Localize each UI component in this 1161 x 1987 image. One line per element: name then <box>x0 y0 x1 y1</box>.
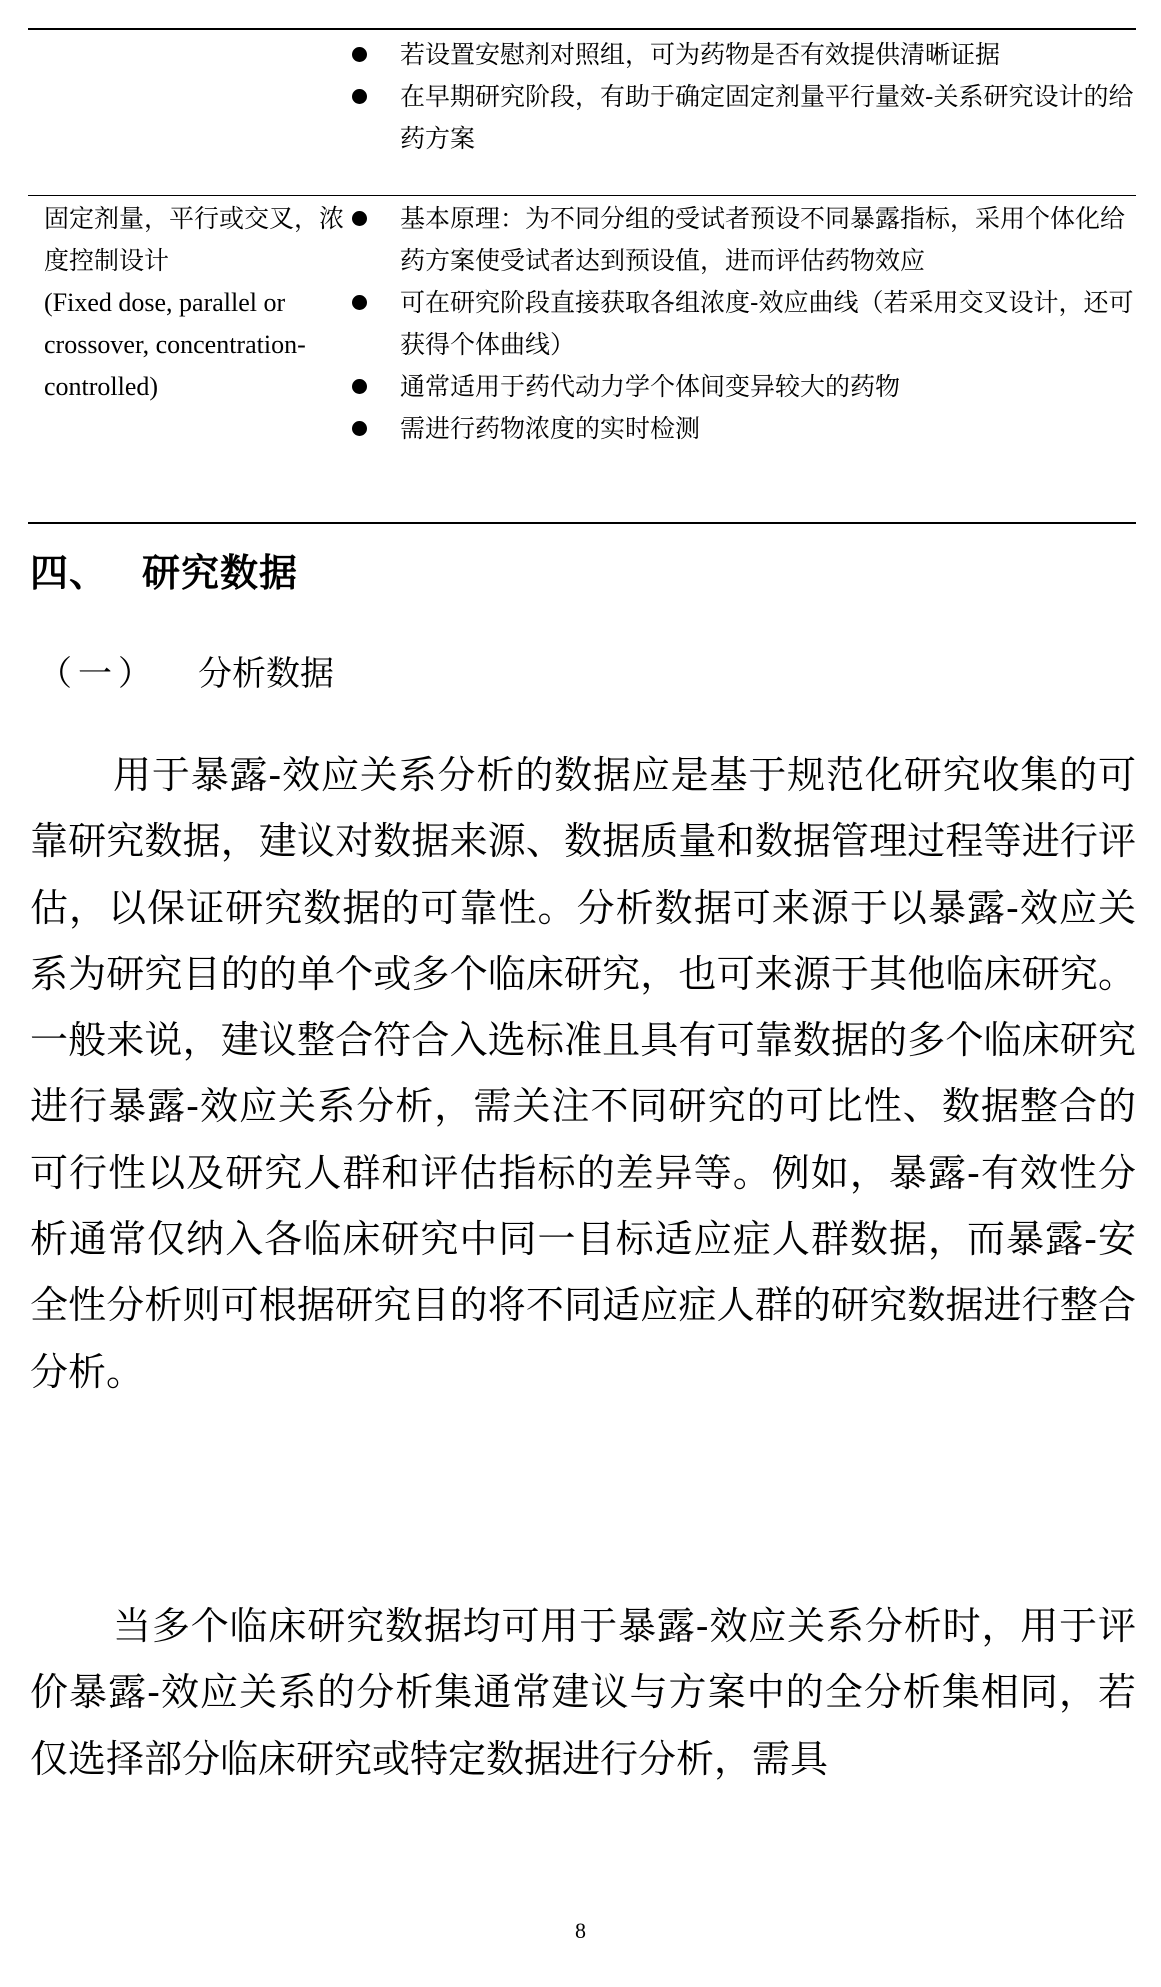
list-item: 基本原理：为不同分组的受试者预设不同暴露指标，采用个体化给药方案使受试者达到预设值，进而评估药物效应 <box>348 198 1138 282</box>
subsection-heading <box>38 648 334 700</box>
list-item: 需进行药物浓度的实时检测 <box>348 408 1138 450</box>
list-item: 在早期研究阶段，有助于确定固定剂量平行量效-关系研究设计的给药方案 <box>348 76 1138 160</box>
subsection-number: （一） <box>38 654 158 694</box>
design-name-en: (Fixed dose, parallel or crossover, concentration-controlled) <box>44 288 306 401</box>
section-heading <box>30 546 298 600</box>
table-row-divider <box>28 195 1136 196</box>
section-title: 研究数据 <box>142 550 299 595</box>
list-item: 通常适用于药代动力学个体间变异较大的药物 <box>348 366 1138 408</box>
design-name-cn: 固定剂量，平行或交叉，浓度控制设计 <box>44 204 345 275</box>
list-item: 可在研究阶段直接获取各组浓度-效应曲线（若采用交叉设计，还可获得个体曲线） <box>348 282 1138 366</box>
bullet-dot-icon <box>352 47 367 62</box>
body-paragraph-2: 当多个临床研究数据均可用于暴露-效应关系分析时，用于评价暴露-效应关系的分析集通常建议与方案中的全分析集相同，若仅选择部分临床研究或特定数据进行分析，需具 <box>30 1604 1136 1781</box>
page-number: 8 <box>575 1918 586 1943</box>
subsection-title: 分析数据 <box>198 654 334 694</box>
table-bottom-rule <box>28 522 1136 524</box>
bullet-dot-icon <box>352 211 367 226</box>
bullet-dot-icon <box>352 421 367 436</box>
body-paragraph-1: 用于暴露-效应关系分析的数据应是基于规范化研究收集的可靠研究数据，建议对数据来源、数据质量和数据管理过程等进行评估，以保证研究数据的可靠性。分析数据可来源于以暴露-效应关系为研究目的的单个或多个临床研究，也可来源于其他临床研究。一般来说，建议整合符合入选标准且具有可靠数据的多个临床研究进行暴露-效应关系分析，需关注不同研究的可比性、数据整合的可行性以及研究人群和评估指标的差异等。例如，暴露-有效性分析通常仅纳入各临床研究中同一目标适应症人群数据，而暴露-安全性分析则可根据研究目的将不同适应症人群的研究数据进行整合分析。 <box>30 753 1136 1394</box>
bullet-list-fixed-dose <box>348 198 1138 450</box>
bullet-dot-icon <box>352 379 367 394</box>
bullet-dot-icon <box>352 295 367 310</box>
table-top-rule <box>28 28 1136 30</box>
section-number: 四、 <box>30 550 109 595</box>
list-item: 若设置安慰剂对照组，可为药物是否有效提供清晰证据 <box>348 34 1138 76</box>
design-name-cell <box>44 198 344 408</box>
bullet-list-previous <box>348 34 1138 160</box>
bullet-dot-icon <box>352 89 367 104</box>
